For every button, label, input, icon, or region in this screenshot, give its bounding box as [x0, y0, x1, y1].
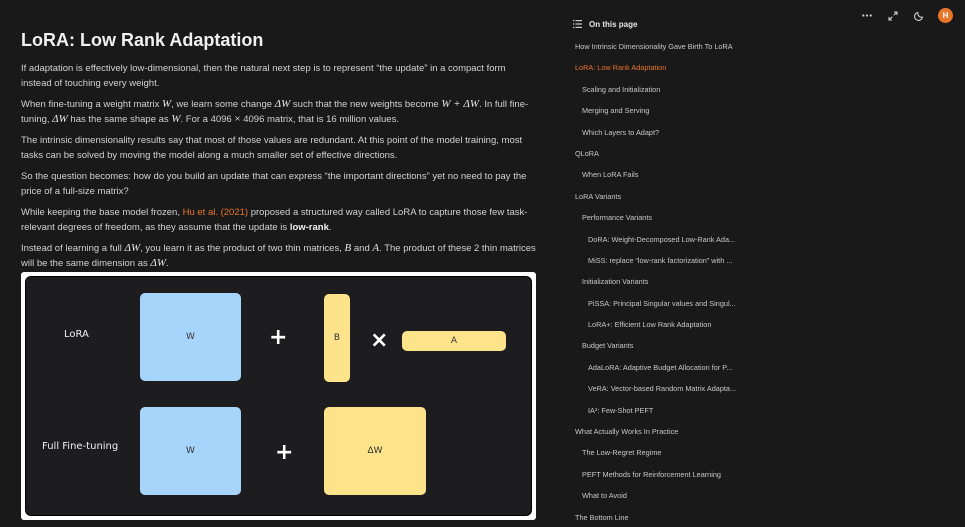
text: While keeping the base model frozen, — [21, 207, 183, 218]
paragraph-2 — [21, 97, 536, 127]
paragraph-4: So the question becomes: how do you build an update that can express “the important directions” yet no need to pay the price of a full-size matrix? — [21, 171, 527, 197]
math-b: B — [344, 242, 352, 254]
math-delta-w: ΔW — [124, 242, 141, 254]
math-a: A — [372, 242, 380, 254]
toc-item[interactable]: LoRA: Low Rank Adaptation — [575, 63, 667, 73]
toc-item[interactable]: PEFT Methods for Reinforcement Learning — [582, 469, 721, 479]
text: , you learn it as the product of two thin matrices, — [140, 243, 345, 254]
toc-item[interactable]: PiSSA: Principal Singular values and Singul... — [588, 298, 736, 308]
toc-item[interactable]: Scaling and Initialization — [582, 84, 661, 94]
page-title: LoRA: Low Rank Adaptation — [21, 30, 264, 50]
toc-item[interactable]: Initialization Variants — [582, 277, 649, 287]
text: . In full fine-tuning, — [21, 99, 529, 125]
toc-item[interactable]: When LoRA Fails — [582, 170, 639, 180]
toc-item[interactable]: IA³: Few-Shot PEFT — [588, 405, 654, 415]
paragraph-3: The intrinsic dimensionality results say that most of those values are redundant. At this point of the model training, most tasks can be solved by moving the model along a much smaller set of effective directions. — [21, 135, 523, 161]
toc-item[interactable]: Performance Variants — [582, 213, 653, 223]
toc-item[interactable]: How Intrinsic Dimensionality Gave Birth To LoRA — [575, 42, 733, 51]
toc-item[interactable]: QLoRA — [575, 148, 599, 158]
text: proposed a structured way called LoRA to capture those few task-relevant degrees of freedom, as they assume that the update is — [21, 207, 528, 233]
text: . For a 4096 — [180, 114, 235, 125]
list-icon — [573, 20, 582, 28]
toc-item[interactable]: Budget Variants — [582, 341, 634, 351]
toc-item[interactable]: MiSS: replace “low-rank factorization” with ... — [588, 255, 733, 265]
toc-item[interactable]: AdaLoRA: Adaptive Budget Allocation for P... — [588, 362, 733, 372]
full-finetuning-row-label: Full Fine-tuning — [42, 441, 119, 452]
table-of-contents — [566, 14, 741, 527]
matrix-w-top: W — [140, 293, 241, 381]
math-w-plus-delta-w: W + ΔW — [441, 98, 480, 110]
math-w: W — [171, 113, 181, 125]
expand-icon[interactable] — [886, 9, 900, 23]
text: . — [166, 258, 169, 269]
toc-header — [566, 14, 741, 34]
citation-link[interactable]: Hu et al. (2021) — [182, 207, 249, 218]
toc-item[interactable]: What Actually Works In Practice — [575, 427, 679, 437]
toc-item[interactable]: Which Layers to Adapt? — [582, 127, 660, 137]
text: and — [351, 243, 373, 254]
plus-operator: + — [269, 325, 288, 350]
math-delta-w: ΔW — [150, 257, 166, 269]
moon-icon[interactable] — [912, 9, 926, 23]
paragraph-1: If adaptation is effectively low-dimensional, then the natural next step is to represent “the update” in a compact form instead of touching every weight. — [21, 63, 506, 89]
paragraph-5 — [21, 205, 536, 235]
text: When fine-tuning a weight matrix — [21, 99, 162, 110]
toc-title: On this page — [589, 19, 638, 29]
more-icon[interactable] — [860, 9, 874, 23]
avatar[interactable]: H — [938, 8, 953, 23]
toc-item[interactable]: What to Avoid — [582, 491, 627, 501]
text: . The product of these 2 thin matrices will be the same dimension as — [21, 243, 536, 269]
toc-item[interactable]: The Bottom Line — [575, 512, 629, 522]
toc-item[interactable]: DoRA: Weight-Decomposed Low-Rank Ada... — [588, 234, 736, 244]
toc-item[interactable]: The Low-Regret Regime — [582, 448, 662, 458]
math-delta-w: ΔW — [52, 113, 68, 125]
top-toolbar — [860, 8, 953, 23]
article — [21, 28, 536, 277]
matrix-w-bottom: W — [140, 407, 241, 495]
diagram-canvas — [25, 276, 532, 516]
text: Instead of learning a full — [21, 243, 125, 254]
text: such that the new weights become — [290, 99, 442, 110]
matrix-b: B — [324, 294, 350, 382]
toc-item[interactable]: VeRA: Vector-based Random Matrix Adapta... — [588, 384, 737, 394]
paragraph-6 — [21, 241, 536, 271]
math-w: W — [161, 98, 172, 110]
lora-diagram-figure — [21, 272, 536, 520]
toc-item[interactable]: Merging and Serving — [582, 106, 650, 116]
text: has the same shape as — [67, 114, 172, 125]
plus-operator: + — [275, 440, 294, 465]
matrix-delta-w: ΔW — [324, 407, 426, 495]
toc-item[interactable]: LoRA+: Efficient Low Rank Adaptation — [588, 320, 712, 330]
text: 4096 matrix, that is 16 million values. — [240, 114, 399, 125]
bold-term: low-rank — [289, 222, 329, 233]
times-operator: × — [370, 328, 389, 353]
lora-row-label: LoRA — [64, 329, 89, 340]
math-times: × — [234, 113, 241, 125]
toc-item[interactable]: LoRA Variants — [575, 191, 622, 201]
matrix-a: A — [402, 331, 506, 351]
math-delta-w: ΔW — [274, 98, 291, 110]
toc-list — [566, 36, 741, 527]
text: , we learn some change — [171, 99, 275, 110]
text: . — [328, 222, 332, 233]
